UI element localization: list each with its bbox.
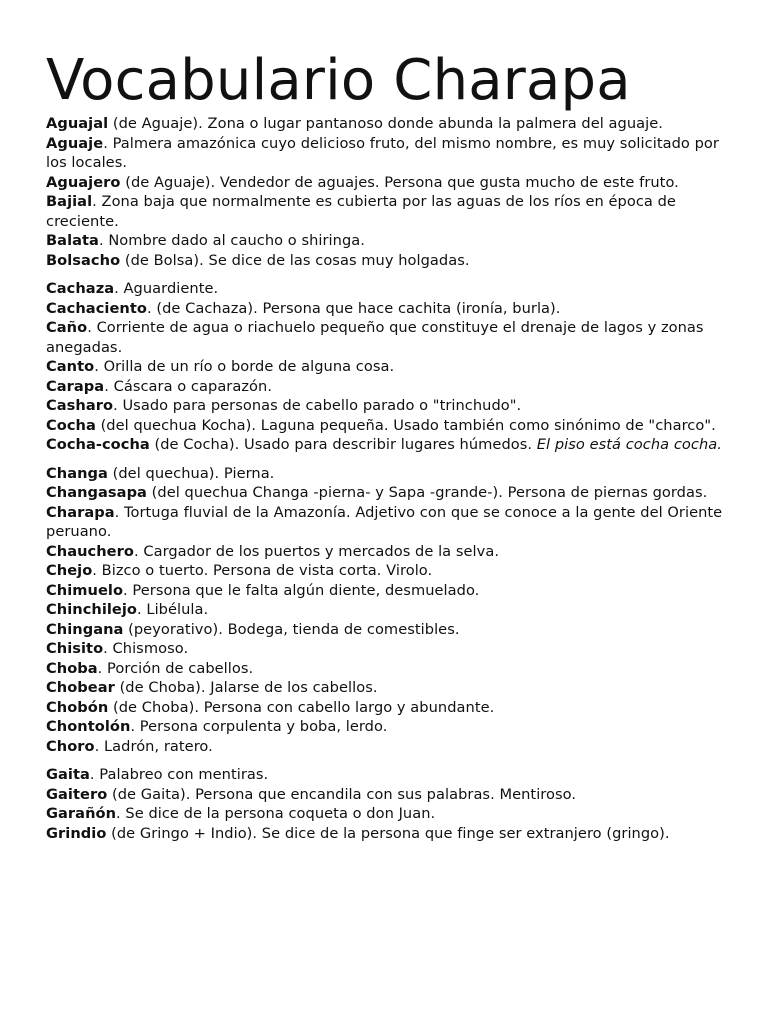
glossary-entry (46, 192, 726, 231)
glossary-entry (46, 561, 726, 581)
entry-term: Chobear (46, 679, 115, 696)
glossary-entry (46, 377, 726, 397)
glossary-entry (46, 737, 726, 757)
entry-term: Balata (46, 232, 99, 249)
entry-term: Cachaza (46, 280, 115, 297)
entry-term: Canto (46, 358, 95, 375)
entry-definition: (de Choba). Jalarse de los cabellos. (114, 679, 378, 696)
entry-term: Charapa (46, 503, 115, 521)
glossary-section (46, 765, 726, 843)
glossary-entry (46, 173, 726, 193)
glossary-entry (46, 231, 726, 251)
glossary-entry (46, 824, 726, 844)
glossary (46, 114, 726, 843)
glossary-entry (46, 279, 726, 299)
entry-term: Chimuelo (46, 581, 124, 599)
entry-term: Choro (46, 737, 95, 755)
entry-definition: (de Gaita). Persona que encandila con sus palabras. Mentiroso. (107, 785, 577, 803)
entry-term: Gaitero (46, 785, 108, 803)
page-title: Vocabulario Charapa (46, 48, 631, 113)
entry-term: Grindio (46, 824, 107, 842)
entry-definition: . Corriente de agua o riachuelo pequeño que constituye el drenaje de lagos y zonas anegadas. (46, 319, 704, 356)
entry-term: Carapa (46, 377, 105, 395)
entry-definition: (del quechua). Pierna. (107, 464, 275, 482)
glossary-entry (46, 416, 726, 436)
glossary-entry (46, 698, 726, 718)
glossary-entry (46, 785, 726, 805)
entry-term: Aguajal (46, 115, 109, 132)
entry-term: Aguajero (46, 173, 121, 191)
entry-example: El piso está cocha cocha. (536, 436, 722, 453)
entry-term: Garañón (46, 805, 117, 822)
entry-definition: (del quechua Kocha). Laguna pequeña. Usado también como sinónimo de "charco". (95, 416, 716, 434)
glossary-entry (46, 318, 726, 357)
glossary-entry (46, 134, 726, 173)
entry-definition: (de Bolsa). Se dice de las cosas muy holgadas. (120, 251, 470, 269)
glossary-entry (46, 765, 726, 785)
entry-definition: . Aguardiente. (114, 280, 219, 297)
entry-definition: . Persona corpulenta y boba, lerdo. (130, 718, 388, 735)
entry-definition: (de Aguaje). Zona o lugar pantanoso donde abunda la palmera del aguaje. (108, 115, 663, 132)
entry-definition: (de Cocha). Usado para describir lugares húmedos. (149, 436, 537, 453)
entry-definition: (de Aguaje). Vendedor de aguajes. Persona que gusta mucho de este fruto. (120, 173, 679, 191)
glossary-entry (46, 503, 726, 542)
glossary-entry (46, 804, 726, 824)
glossary-entry (46, 357, 726, 377)
glossary-entry (46, 396, 726, 416)
entry-definition: . Palmera amazónica cuyo delicioso fruto, del mismo nombre, es muy solicitado por los locales. (46, 134, 719, 171)
entry-definition: (de Choba). Persona con cabello largo y abundante. (108, 698, 495, 716)
glossary-entry (46, 678, 726, 698)
glossary-entry (46, 114, 726, 134)
glossary-entry (46, 464, 726, 484)
entry-definition: . Libélula. (137, 601, 209, 618)
entry-definition: . Orilla de un río o borde de alguna cosa. (94, 358, 395, 375)
glossary-section (46, 279, 726, 455)
entry-definition: . Cargador de los puertos y mercados de la selva. (133, 542, 500, 560)
glossary-entry (46, 299, 726, 319)
glossary-entry (46, 542, 726, 562)
entry-definition: . Palabreo con mentiras. (89, 766, 269, 783)
glossary-entry (46, 717, 726, 737)
glossary-section (46, 114, 726, 270)
entry-term: Cocha-cocha (46, 436, 150, 453)
entry-term: Chontolón (46, 718, 131, 735)
entry-term: Chingana (46, 620, 124, 638)
entry-definition: . Cáscara o caparazón. (104, 377, 273, 395)
entry-definition: . Ladrón, ratero. (94, 737, 213, 755)
entry-term: Aguaje (46, 134, 104, 152)
entry-term: Cocha (46, 416, 96, 434)
glossary-entry (46, 620, 726, 640)
entry-term: Chinchilejo (46, 601, 138, 618)
entry-definition: . Tortuga fluvial de la Amazonía. Adjetivo con que se conoce a la gente del Oriente peruano. (46, 503, 723, 540)
entry-definition: (de Gringo + Indio). Se dice de la persona que finge ser extranjero (gringo). (106, 824, 670, 842)
entry-term: Chejo (46, 562, 93, 579)
entry-term: Choba (46, 659, 98, 677)
glossary-entry (46, 600, 726, 620)
entry-term: Bajial (46, 193, 93, 210)
glossary-entry (46, 581, 726, 601)
document-page (46, 48, 726, 843)
entry-term: Changa (46, 464, 108, 482)
entry-term: Chobón (46, 698, 109, 716)
entry-term: Casharo (46, 397, 114, 414)
glossary-entry (46, 435, 726, 455)
glossary-section (46, 464, 726, 757)
glossary-entry (46, 659, 726, 679)
entry-term: Chauchero (46, 542, 134, 560)
entry-term: Caño (46, 319, 88, 336)
entry-definition: . Nombre dado al caucho o shiringa. (98, 232, 365, 249)
entry-term: Chisito (46, 640, 104, 657)
entry-definition: . Zona baja que normalmente es cubierta por las aguas de los ríos en época de creciente. (46, 193, 676, 230)
entry-term: Changasapa (46, 484, 147, 501)
entry-definition: . Porción de cabellos. (97, 659, 254, 677)
entry-definition: . Chismoso. (103, 640, 189, 657)
entry-definition: . Se dice de la persona coqueta o don Juan. (116, 805, 436, 822)
entry-definition: . Persona que le falta algún diente, desmuelado. (123, 581, 480, 599)
entry-term: Gaita (46, 766, 90, 783)
glossary-entry (46, 251, 726, 271)
glossary-entry (46, 639, 726, 659)
glossary-entry (46, 483, 726, 503)
entry-term: Cachaciento (46, 299, 147, 317)
entry-term: Bolsacho (46, 251, 121, 269)
entry-definition: . (de Cachaza). Persona que hace cachita (ironía, burla). (146, 299, 561, 317)
entry-definition: . Usado para personas de cabello parado o "trinchudo". (113, 397, 522, 414)
entry-definition: (del quechua Changa -pierna- y Sapa -grande-). Persona de piernas gordas. (146, 484, 708, 501)
entry-definition: (peyorativo). Bodega, tienda de comestibles. (123, 620, 460, 638)
entry-definition: . Bizco o tuerto. Persona de vista corta. Virolo. (92, 562, 433, 579)
